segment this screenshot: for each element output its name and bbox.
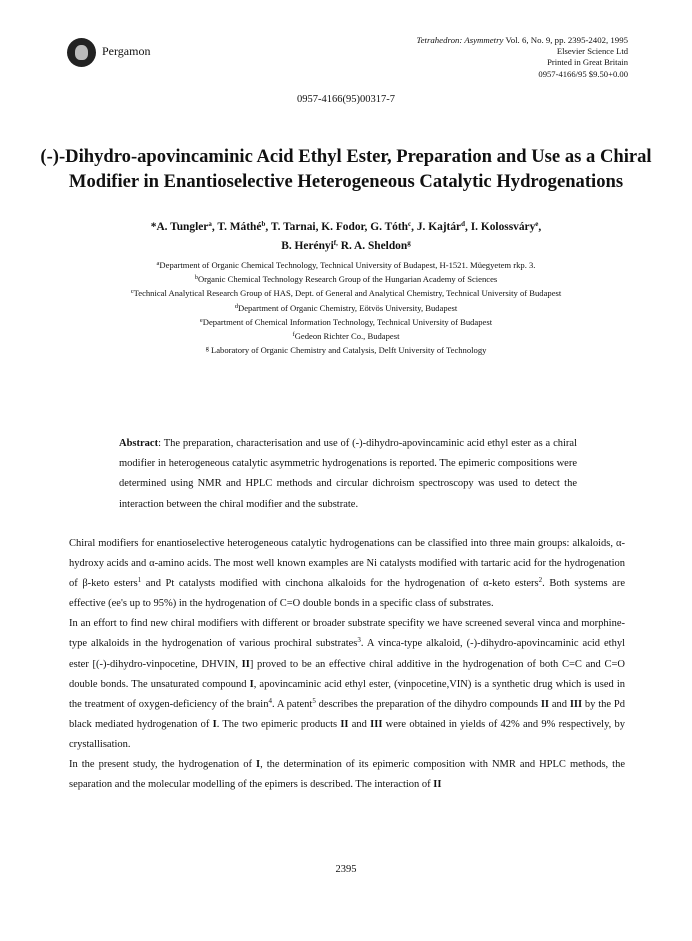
reference-mark: 2 xyxy=(538,576,543,585)
author-affiliation-mark: f, xyxy=(333,238,338,247)
affiliation xyxy=(40,343,652,357)
affiliation-text: Department of Chemical Information Technology, Technical University of Budapest xyxy=(202,316,493,327)
journal-citation-block xyxy=(417,35,628,80)
affiliation xyxy=(40,272,652,286)
reference-mark: 5 xyxy=(312,696,316,705)
affiliation-list xyxy=(40,258,652,357)
issn-line: 0957-4166/95 $9.50+0.00 xyxy=(538,68,628,79)
body-paragraph: Chiral modifiers for enantioselective heterogeneous catalytic hydrogenations can be classified into three main groups: alkaloids, α-hydroxy acids and α-amino acids. The most well known examples are Ni catalysts modified with tartaric acid for the hydrogenation of β-keto esters$^1$ and Pt catalysts modified with cinchona alkaloids for the hydrogenation of α-keto esters$^2$. Both systems are effective (ee's up to 95%) in the hydrogenation of C=O double bonds in a specific class of substrates. xyxy=(69,538,625,610)
author-name: *A. Tungler xyxy=(150,221,209,233)
affiliation xyxy=(40,301,652,315)
affiliation xyxy=(40,329,652,343)
journal-line xyxy=(417,35,628,46)
journal-title: Tetrahedron: Asymmetry xyxy=(416,35,504,45)
affiliation-text: Organic Chemical Technology Research Group of the Hungarian Academy of Sciences xyxy=(197,274,498,285)
author-affiliation-mark: d xyxy=(461,220,466,228)
author-name: I. Kolossváry xyxy=(470,221,536,233)
affiliation xyxy=(40,258,652,272)
compound-label: II xyxy=(241,658,250,670)
affiliation-mark: e xyxy=(199,316,203,324)
elsevier-tree-logo-icon xyxy=(67,38,96,67)
affiliation xyxy=(40,286,652,300)
affiliation-mark: c xyxy=(130,288,134,296)
affiliation-mark: f xyxy=(292,331,295,339)
abstract-label: Abstract xyxy=(119,438,159,449)
author-name: B. Herényi xyxy=(281,239,334,252)
author-affiliation-mark: g xyxy=(407,238,411,247)
journal-details: Vol. 6, No. 9, pp. 2395-2402, 1995 xyxy=(505,35,628,45)
compound-label: I xyxy=(249,678,254,690)
affiliation-text: Gedeon Richter Co., Budapest xyxy=(294,331,400,342)
affiliation-text: Department of Organic Chemistry, Eötvös University, Budapest xyxy=(237,302,458,313)
printed-line: Printed in Great Britain xyxy=(547,57,628,68)
reference-mark: 3 xyxy=(357,636,361,645)
affiliation-mark: a xyxy=(156,260,160,267)
author-affiliation-mark: e xyxy=(535,220,539,228)
author-affiliation-mark: a xyxy=(208,220,212,228)
author-name: T. Tarnai, K. Fodor, G. Tóth xyxy=(270,221,408,233)
author-name: R. A. Sheldon xyxy=(340,239,408,252)
compound-label: II xyxy=(433,779,442,791)
affiliation-text: Technical Analytical Research Group of HAS, Dept. of General and Analytical Chemistry, Technical University of Budapest xyxy=(133,288,562,299)
author-affiliation-mark: b xyxy=(261,220,266,228)
affiliation-mark: d xyxy=(234,302,238,310)
compound-label: I xyxy=(212,718,217,730)
author-list: *A. Tungler$^a$, T. Máthé$^b$, T. Tarnai, K. Fodor, G. Tóth$^c$, J. Kajtár$^d$, I. Kolossváry$^e$, B. Herényi$^{f,}$ R. A. Sheldon$^g$ xyxy=(150,220,542,252)
compound-label: II xyxy=(340,718,349,730)
article-identifier: 0957-4166(95)00317-7 xyxy=(297,94,395,105)
body-text xyxy=(69,534,625,795)
author-name: J. Kajtár xyxy=(416,221,462,233)
abstract-text: : The preparation, characterisation and use of (-)-dihydro-apovincaminic acid ethyl ester as a chiral modifier in heterogeneous catalytic asymmetric hydrogenations is reported. The epimeric compositions were determined using NMR and HPLC methods and circular dichroism spectroscopy was used to detect the interaction between the chiral modifier and the substrate. xyxy=(119,438,577,510)
abstract xyxy=(119,434,577,515)
reference-mark: 1 xyxy=(137,576,142,585)
publisher-name: Pergamon xyxy=(102,44,151,58)
page-number: 2395 xyxy=(335,864,357,875)
affiliation xyxy=(40,315,652,329)
compound-label: II xyxy=(540,698,549,710)
paper-title: (-)-Dihydro-apovincaminic Acid Ethyl Ester, Preparation and Use as a Chiral Modifier in Enantioselective Heterogeneous Catalytic Hydrogenations xyxy=(40,146,652,192)
reference-mark: 4 xyxy=(268,696,272,705)
compound-label: I xyxy=(255,759,261,771)
affiliation-mark: g xyxy=(205,345,209,353)
affiliation-text: Laboratory of Organic Chemistry and Catalysis, Delft University of Technology xyxy=(210,345,487,356)
body-paragraph: In the present study, the hydrogenation of I, the determination of its epimeric composition with NMR and HPLC methods, the separation and the molecular modelling of the epimers is described. The interaction of II xyxy=(69,759,626,791)
author-affiliation-mark: c xyxy=(408,220,412,228)
author-name: T. Máthé xyxy=(217,221,262,233)
compound-label: III xyxy=(370,718,383,730)
affiliation-mark: b xyxy=(194,274,198,282)
compound-label: III xyxy=(569,698,583,710)
copyright-line: Elsevier Science Ltd xyxy=(556,46,628,57)
body-paragraph: In an effort to find new chiral modifiers with different or broader substrate specifity we have screened several vinca and morphine-type alkaloids in the hydrogenation of various prochiral substrates$^3$. A vinca-type alkaloid, (-)-dihydro-apovincaminic acid ethyl ester [(-)-dihydro-vinpocetine, DHVIN, II] proved to be an effective chiral additive in the hydrogenation of both C=C and C=O double bonds. The unsaturated compound I, apovincaminic acid ethyl ester, (vinpocetine,VIN) is a synthetic drug which is used in the treatment of oxygen-deficiency of the brain$^4$. A patent$^5$ describes the preparation of the dihydro compounds II and III by the Pd black mediated hydrogenation of I. The two epimeric products II and III were obtained in yields of 42% and 9% respectively, by crystallisation. xyxy=(69,618,626,750)
affiliation-text: Department of Organic Chemical Technology, Technical University of Budapest, H-1521. Müegyetem rkp. 3. xyxy=(159,260,536,270)
